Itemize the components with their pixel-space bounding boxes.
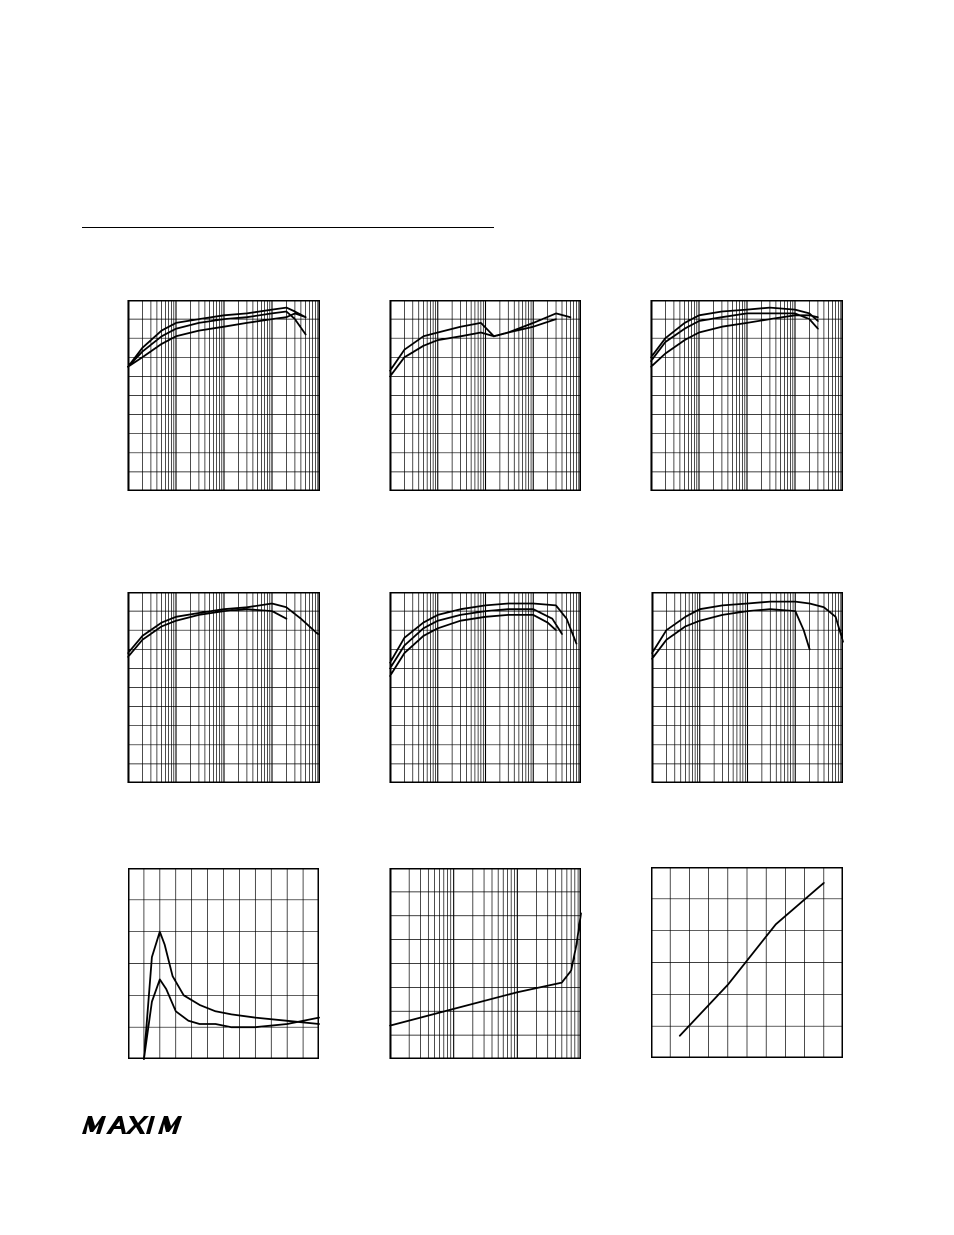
maxim-logo-mark	[82, 1114, 192, 1136]
chart-g5	[390, 592, 581, 783]
grid-g8	[390, 868, 581, 1059]
grid-g5	[390, 592, 581, 783]
chart-svg-g9	[651, 867, 843, 1058]
chart-g9	[651, 867, 843, 1058]
section-rule	[82, 227, 494, 228]
chart-g3	[651, 300, 843, 491]
chart-g7	[128, 868, 319, 1059]
series-line-g4-2	[128, 609, 286, 657]
chart-svg-g5	[390, 592, 581, 783]
series-line-g2-1	[390, 313, 570, 370]
chart-svg-g1	[128, 300, 320, 491]
chart-svg-g3	[651, 300, 843, 491]
chart-g4	[128, 592, 320, 783]
chart-g6	[652, 592, 843, 783]
chart-g1	[128, 300, 320, 491]
series-line-g8-1	[390, 913, 581, 1025]
series-line-g9-1	[680, 883, 824, 1036]
chart-svg-g4	[128, 592, 320, 783]
chart-svg-g8	[390, 868, 581, 1059]
series-line-g6-2	[652, 609, 810, 659]
chart-svg-g7	[128, 868, 319, 1059]
grid-g1	[128, 300, 320, 491]
chart-svg-g2	[390, 300, 581, 491]
chart-svg-g6	[652, 592, 843, 783]
grid-g3	[651, 300, 843, 491]
grid-g9	[651, 867, 843, 1058]
series-line-g7-2	[144, 979, 319, 1059]
maxim-logo	[82, 1114, 192, 1136]
chart-g2	[390, 300, 581, 491]
grid-g7	[128, 868, 319, 1059]
chart-g8	[390, 868, 581, 1059]
grid-g4	[128, 592, 320, 783]
